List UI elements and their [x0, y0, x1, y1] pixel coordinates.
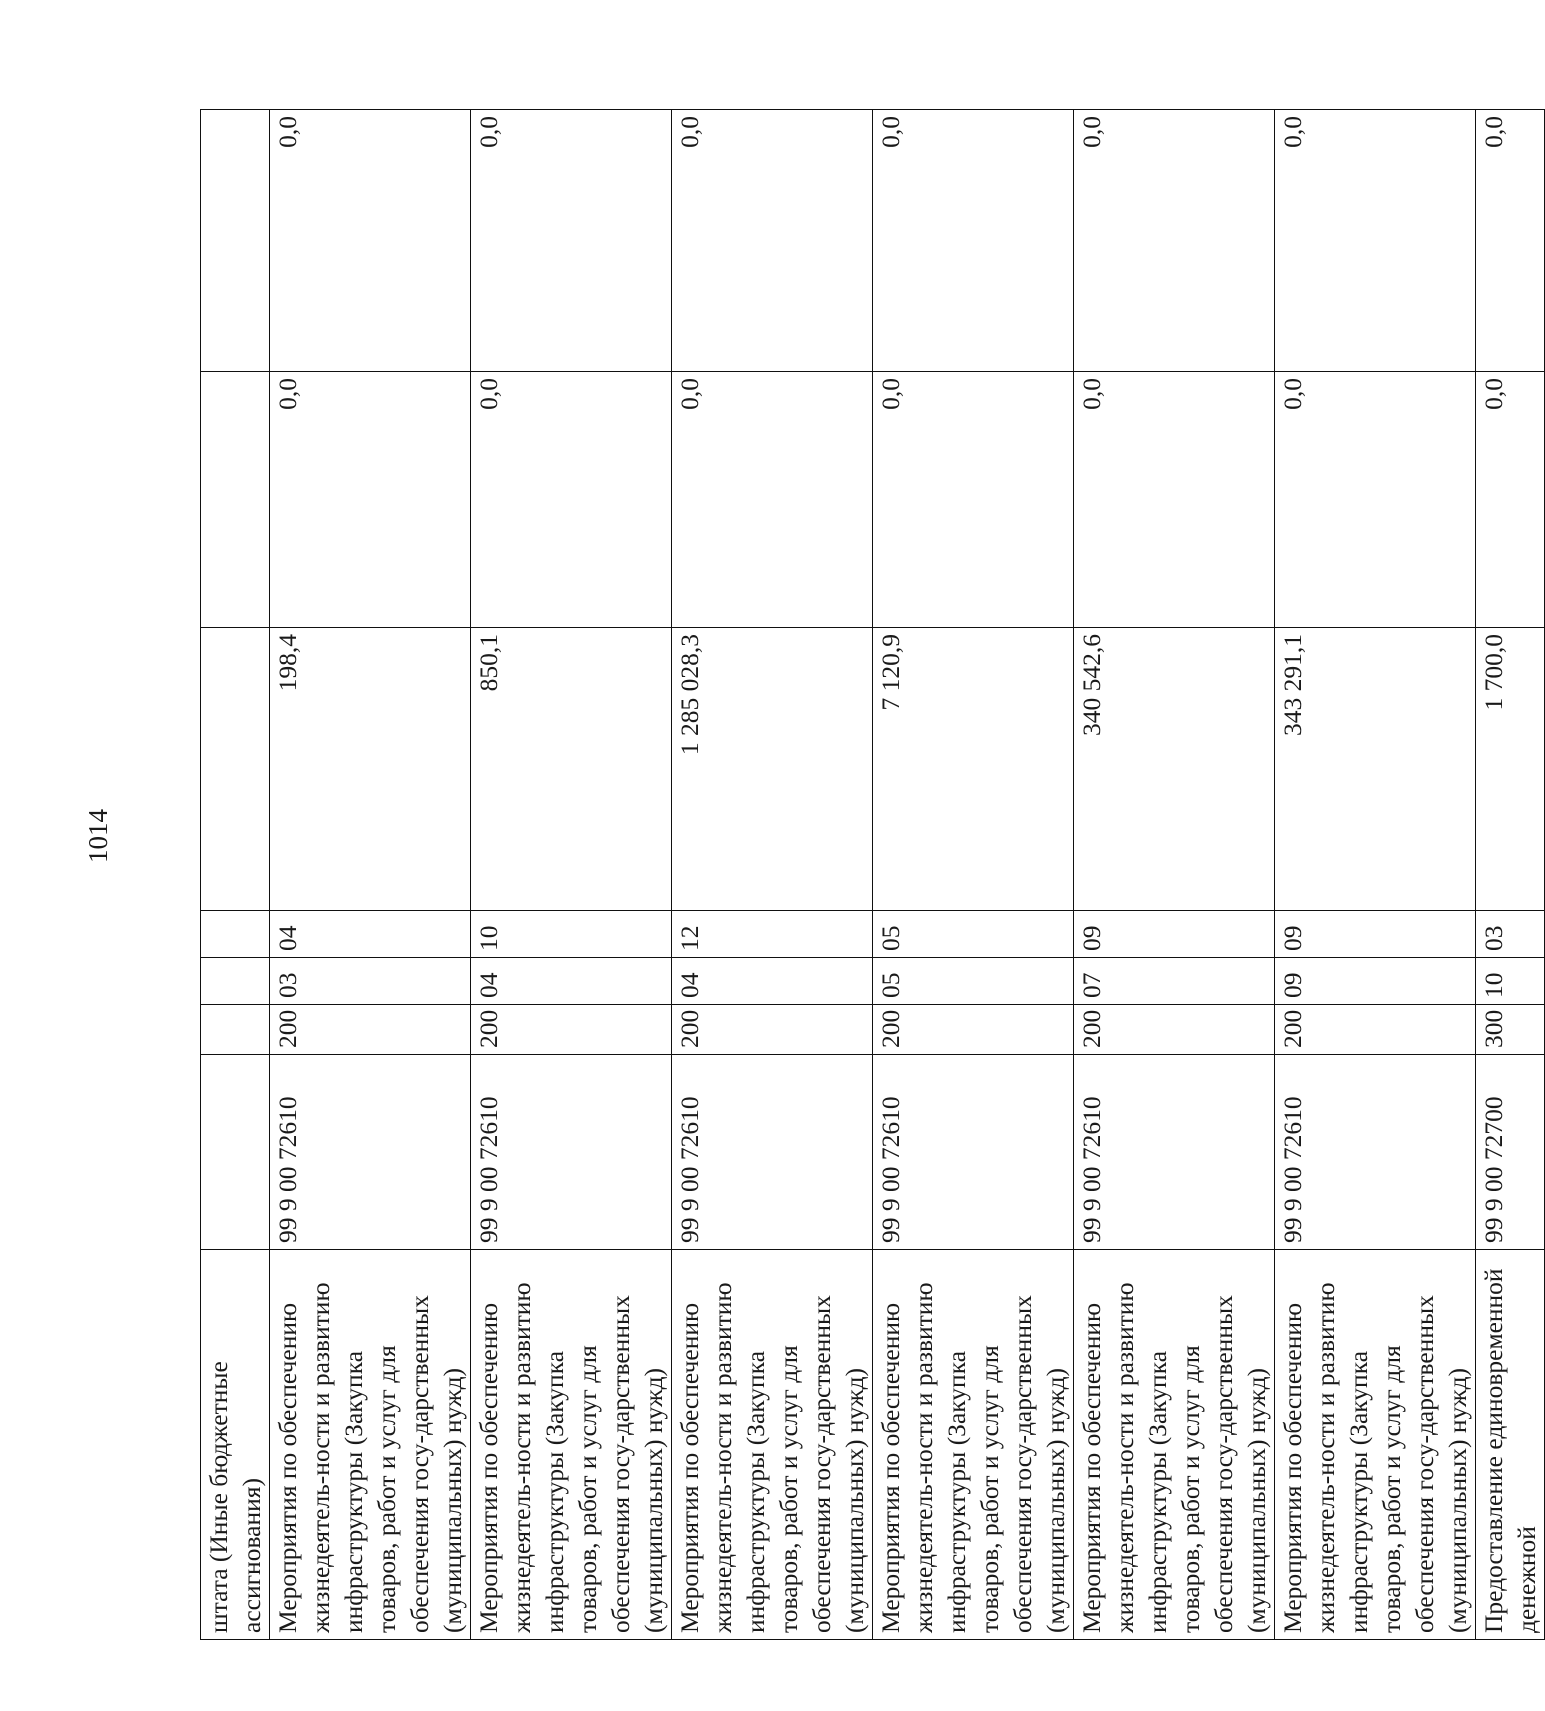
row-description: штата (Иные бюджетные ассигнования) — [201, 1250, 270, 1640]
table-row — [471, 110, 672, 1640]
expense-type-code: 200 — [270, 1005, 471, 1055]
amount-cell: 0,0 — [471, 110, 672, 372]
amount-cell: 0,0 — [1275, 110, 1476, 372]
budget-table-area — [200, 110, 1541, 1640]
section-code: 10 — [1476, 958, 1545, 1005]
expense-type-code: 200 — [672, 1005, 873, 1055]
amount-cell: 198,4 — [270, 628, 471, 911]
section-code: 05 — [873, 958, 1074, 1005]
section-code: 04 — [471, 958, 672, 1005]
target-article-code: 99 9 00 72610 — [873, 1055, 1074, 1250]
row-description: Мероприятия по обеспечению жизнедеятель-ности и развитию инфраструктуры (Закупка товаров, работ и услуг для обеспечения госу-дарственных (муниципальных) нужд) — [471, 1250, 672, 1640]
amount-cell: 0,0 — [270, 110, 471, 372]
amount-cell: 0,0 — [270, 372, 471, 628]
target-article-code: 99 9 00 72610 — [1074, 1055, 1275, 1250]
amount-cell: 0,0 — [873, 372, 1074, 628]
section-code: 03 — [270, 958, 471, 1005]
expense-type-code: 200 — [471, 1005, 672, 1055]
empty-cell — [201, 1005, 270, 1055]
section-code: 04 — [672, 958, 873, 1005]
subsection-code: 05 — [873, 911, 1074, 958]
expense-type-code: 200 — [1275, 1005, 1476, 1055]
amount-cell: 343 291,1 — [1275, 628, 1476, 911]
empty-cell — [201, 911, 270, 958]
subsection-code: 09 — [1275, 911, 1476, 958]
row-description: Мероприятия по обеспечению жизнедеятель-ности и развитию инфраструктуры (Закупка товаров, работ и услуг для обеспечения госу-дарственных (муниципальных) нужд) — [270, 1250, 471, 1640]
section-code: 09 — [1275, 958, 1476, 1005]
table-row — [270, 110, 471, 1640]
target-article-code: 99 9 00 72610 — [1275, 1055, 1476, 1250]
amount-cell: 1 285 028,3 — [672, 628, 873, 911]
subsection-code: 03 — [1476, 911, 1545, 958]
empty-cell — [201, 110, 270, 372]
row-description: Мероприятия по обеспечению жизнедеятель-ности и развитию инфраструктуры (Закупка товаров, работ и услуг для обеспечения госу-дарственных (муниципальных) нужд) — [672, 1250, 873, 1640]
section-code: 07 — [1074, 958, 1275, 1005]
amount-cell: 0,0 — [1074, 372, 1275, 628]
expense-type-code: 300 — [1476, 1005, 1545, 1055]
target-article-code: 99 9 00 72610 — [270, 1055, 471, 1250]
subsection-code: 04 — [270, 911, 471, 958]
page-number: 1014 — [83, 809, 113, 863]
amount-cell: 850,1 — [471, 628, 672, 911]
amount-cell: 0,0 — [873, 110, 1074, 372]
table-row — [672, 110, 873, 1640]
row-description: Мероприятия по обеспечению жизнедеятель-ности и развитию инфраструктуры (Закупка товаров, работ и услуг для обеспечения госу-дарственных (муниципальных) нужд) — [1275, 1250, 1476, 1640]
subsection-code: 12 — [672, 911, 873, 958]
expense-type-code: 200 — [1074, 1005, 1275, 1055]
amount-cell: 340 542,6 — [1074, 628, 1275, 911]
target-article-code: 99 9 00 72610 — [471, 1055, 672, 1250]
amount-cell: 0,0 — [672, 110, 873, 372]
expense-type-code: 200 — [873, 1005, 1074, 1055]
target-article-code: 99 9 00 72610 — [672, 1055, 873, 1250]
empty-cell — [201, 628, 270, 911]
row-description: Предоставление единовременной денежной — [1476, 1250, 1545, 1640]
amount-cell: 0,0 — [1275, 372, 1476, 628]
target-article-code: 99 9 00 72700 — [1476, 1055, 1545, 1250]
amount-cell: 0,0 — [1476, 110, 1545, 372]
row-description: Мероприятия по обеспечению жизнедеятель-ности и развитию инфраструктуры (Закупка товаров, работ и услуг для обеспечения госу-дарственных (муниципальных) нужд) — [1074, 1250, 1275, 1640]
subsection-code: 09 — [1074, 911, 1275, 958]
amount-cell: 0,0 — [1074, 110, 1275, 372]
table-row — [1476, 110, 1545, 1640]
continuation-row — [201, 110, 270, 1640]
table-row — [1074, 110, 1275, 1640]
amount-cell: 1 700,0 — [1476, 628, 1545, 911]
row-description: Мероприятия по обеспечению жизнедеятель-ности и развитию инфраструктуры (Закупка товаров, работ и услуг для обеспечения госу-дарственных (муниципальных) нужд) — [873, 1250, 1074, 1640]
amount-cell: 0,0 — [471, 372, 672, 628]
table-row — [873, 110, 1074, 1640]
empty-cell — [201, 958, 270, 1005]
budget-table — [200, 109, 1545, 1640]
subsection-code: 10 — [471, 911, 672, 958]
empty-cell — [201, 372, 270, 628]
table-row — [1275, 110, 1476, 1640]
amount-cell: 0,0 — [672, 372, 873, 628]
empty-cell — [201, 1055, 270, 1250]
amount-cell: 7 120,9 — [873, 628, 1074, 911]
amount-cell: 0,0 — [1476, 372, 1545, 628]
